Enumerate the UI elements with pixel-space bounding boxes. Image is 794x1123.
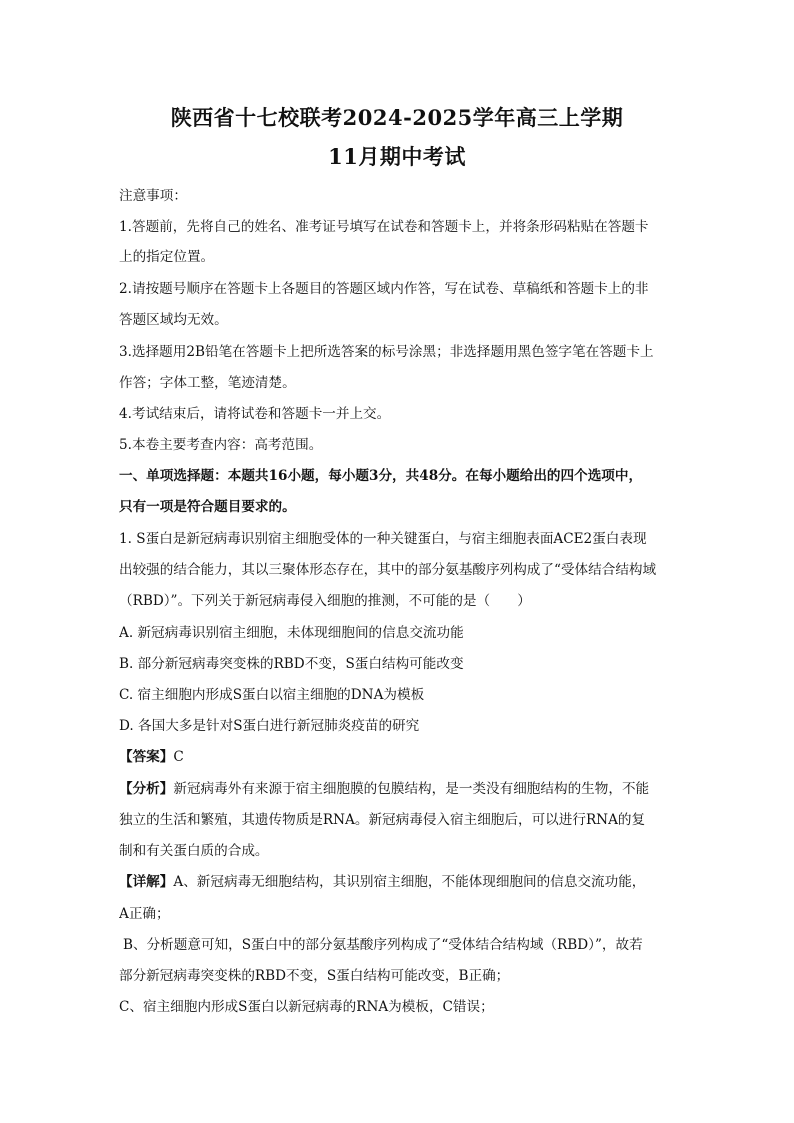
analysis-label: 【分析】 (119, 781, 174, 797)
detail-text: A、新冠病毒无细胞结构，其识别宿主细胞，不能体现细胞间的信息交流功能， (173, 874, 646, 890)
detail-text: C、宿主细胞内形成S蛋白以新冠病毒的RNA为模板，C错误； (119, 999, 494, 1015)
detail-text: 部分新冠病毒突变株的RBD不变，S蛋白结构可能改变，B正确； (119, 968, 510, 984)
notice-item: 5.本卷主要考查内容：高考范围。 (119, 437, 323, 453)
answer-label: 【答案】 (119, 749, 174, 765)
notice-item: 作答；字体工整，笔迹清楚。 (119, 375, 296, 391)
notice-item: 2.请按题号顺序在答题卡上各题目的答题区域内作答，写在试卷、草稿纸和答题卡上的非 (119, 281, 649, 297)
answer-value: C (173, 749, 184, 765)
notice-item: 1.答题前，先将自己的姓名、准考证号填写在试卷和答题卡上，并将条形码粘贴在答题卡 (119, 219, 649, 235)
option-a: A. 新冠病毒识别宿主细胞，未体现细胞间的信息交流功能 (119, 625, 464, 641)
exam-title-line2: 11月期中考试 (328, 144, 466, 169)
analysis-text: 新冠病毒外有来源于宿主细胞膜的包膜结构，是一类没有细胞结构的生物，不能 (173, 781, 650, 797)
option-d: D. 各国大多是针对S蛋白进行新冠肺炎疫苗的研究 (119, 718, 420, 734)
detail-line (119, 873, 679, 891)
option-b: B. 部分新冠病毒突变株的RBD不变，S蛋白结构可能改变 (119, 656, 464, 672)
answer-line (119, 748, 679, 766)
notice-item: 上的指定位置。 (119, 249, 215, 265)
analysis-line (119, 780, 679, 798)
analysis-text: 制和有关蛋白质的合成。 (119, 843, 269, 859)
section-heading-line2: 只有一项是符合题目要求的。 (119, 499, 296, 515)
detail-text: B、分析题意可知，S蛋白中的部分氨基酸序列构成了“受体结合结构域（RBD）”，故若 (123, 937, 643, 953)
detail-text: A正确； (119, 906, 170, 922)
notice-item: 4.考试结束后，请将试卷和答题卡一并上交。 (119, 406, 391, 422)
section-heading-line1: 一、单项选择题：本题共16小题，每小题3分，共48分。在每小题给出的四个选项中， (119, 468, 643, 484)
notice-item: 3.选择题用2B铅笔在答题卡上把所选答案的标号涂黑；非选择题用黑色签字笔在答题卡上 (119, 344, 654, 360)
notice-heading: 注意事项： (119, 188, 187, 204)
analysis-text: 独立的生活和繁殖，其遗传物质是RNA。新冠病毒侵入宿主细胞后，可以进行RNA的复 (119, 812, 646, 828)
option-c: C. 宿主细胞内形成S蛋白以宿主细胞的DNA为模板 (119, 687, 425, 703)
notice-item: 答题区域均无效。 (119, 312, 228, 328)
question-stem-line: 1. S蛋白是新冠病毒识别宿主细胞受体的一种关键蛋白，与宿主细胞表面ACE2蛋白表现 (119, 531, 647, 547)
detail-label: 【详解】 (119, 874, 174, 890)
exam-title-line1: 陕西省十七校联考2024-2025学年高三上学期 (170, 105, 624, 130)
question-stem-line: （RBD）”。下列关于新冠病毒侵入细胞的推测，不可能的是（ ） (119, 593, 531, 609)
question-stem-line: 出较强的结合能力，其以三聚体形态存在，其中的部分氨基酸序列构成了“受体结合结构域 (119, 562, 657, 578)
